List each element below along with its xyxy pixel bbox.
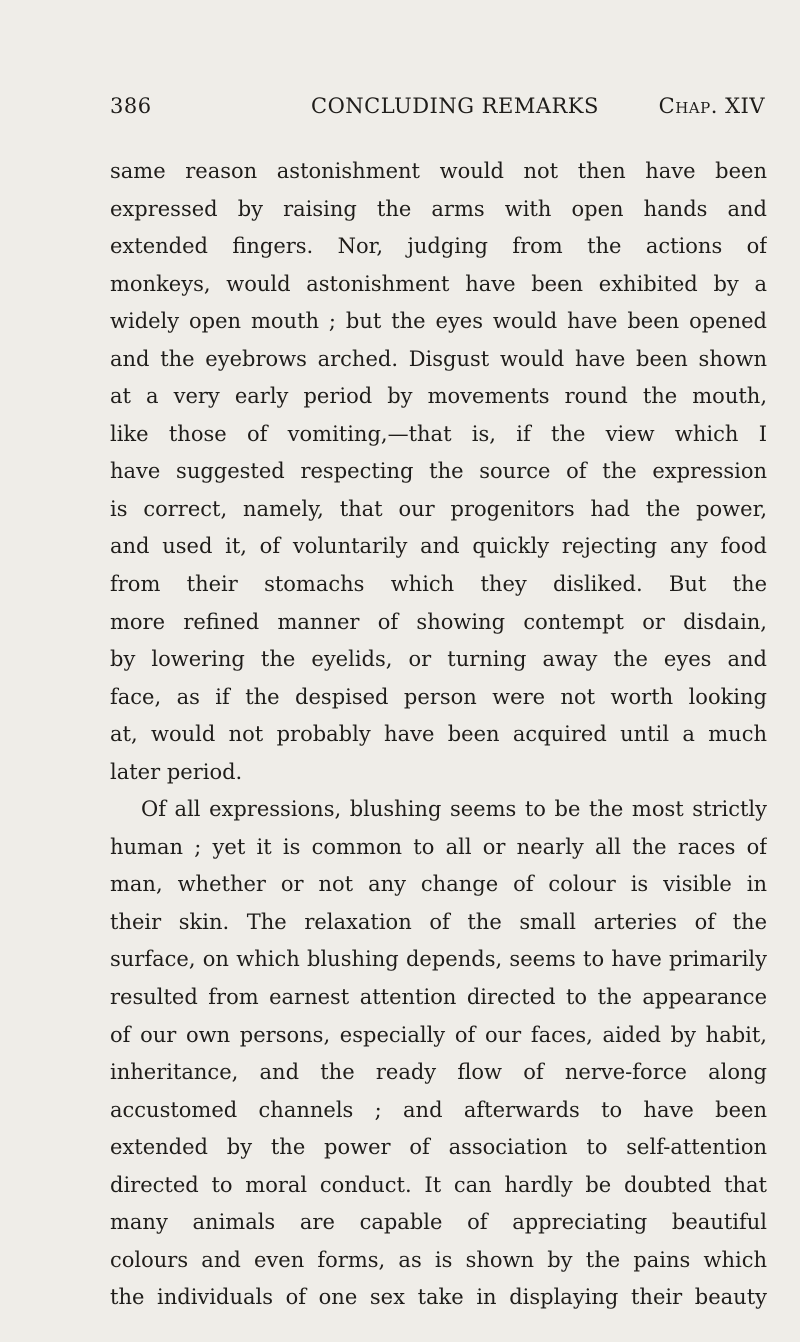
text-line: have suggested respecting the source of the expression: [110, 459, 767, 484]
text-line: of our own persons, especially of our faces, aided by habit,: [110, 1022, 767, 1047]
text-line: accustomed channels ; and afterwards to have been: [110, 1097, 767, 1122]
text-line: from their stomachs which they disliked. But the: [110, 572, 767, 597]
text-line: like those of vomiting,—that is, if the view which I: [110, 421, 767, 446]
text-line: the individuals of one sex take in displaying their beauty: [110, 1285, 767, 1310]
text-line: many animals are capable of appreciating beautiful: [110, 1210, 767, 1235]
page-number: 386: [110, 94, 152, 118]
chapter-label: Chap. XIV: [658, 94, 765, 118]
text-line: widely open mouth ; but the eyes would have been opened: [110, 309, 767, 334]
text-line: extended fingers. Nor, judging from the actions of: [110, 234, 767, 259]
text-line: expressed by raising the arms with open hands and: [110, 196, 767, 221]
text-line: at a very early period by movements round the mouth,: [110, 384, 767, 409]
text-line: at, would not probably have been acquired until a much: [110, 722, 767, 747]
text-line: human ; yet it is common to all or nearly all the races of: [110, 834, 767, 859]
text-line: Of all expressions, blushing seems to be the most strictly: [141, 797, 767, 822]
text-line: and the eyebrows arched. Disgust would have been shown: [110, 346, 767, 371]
body-text: [110, 153, 767, 1317]
text-line: inheritance, and the ready flow of nerve-force along: [110, 1060, 767, 1085]
text-line: directed to moral conduct. It can hardly be doubted that: [110, 1172, 767, 1197]
text-line: more refined manner of showing contempt or disdain,: [110, 609, 767, 634]
text-line: same reason astonishment would not then have been: [110, 159, 767, 183]
text-line: surface, on which blushing depends, seems to have primarily: [110, 947, 767, 972]
paragraph: [110, 153, 767, 791]
text-line: is correct, namely, that our progenitors had the power,: [110, 496, 767, 521]
text-line: monkeys, would astonishment have been exhibited by a: [110, 271, 767, 296]
paragraph: [110, 791, 767, 1317]
running-title: CONCLUDING REMARKS: [311, 94, 599, 118]
text-line: man, whether or not any change of colour is visible in: [110, 872, 767, 897]
text-line: extended by the power of association to self-attention: [110, 1135, 767, 1160]
running-head: [110, 94, 765, 128]
text-line: later period.: [110, 759, 243, 784]
text-line: resulted from earnest attention directed to the appearance: [110, 985, 767, 1010]
text-line: colours and even forms, as is shown by the pains which: [110, 1247, 767, 1272]
text-line: by lowering the eyelids, or turning away the eyes and: [110, 647, 767, 672]
text-line: their skin. The relaxation of the small arteries of the: [110, 909, 767, 934]
text-line: face, as if the despised person were not worth looking: [110, 684, 767, 709]
text-line: and used it, of voluntarily and quickly rejecting any food: [110, 534, 767, 559]
